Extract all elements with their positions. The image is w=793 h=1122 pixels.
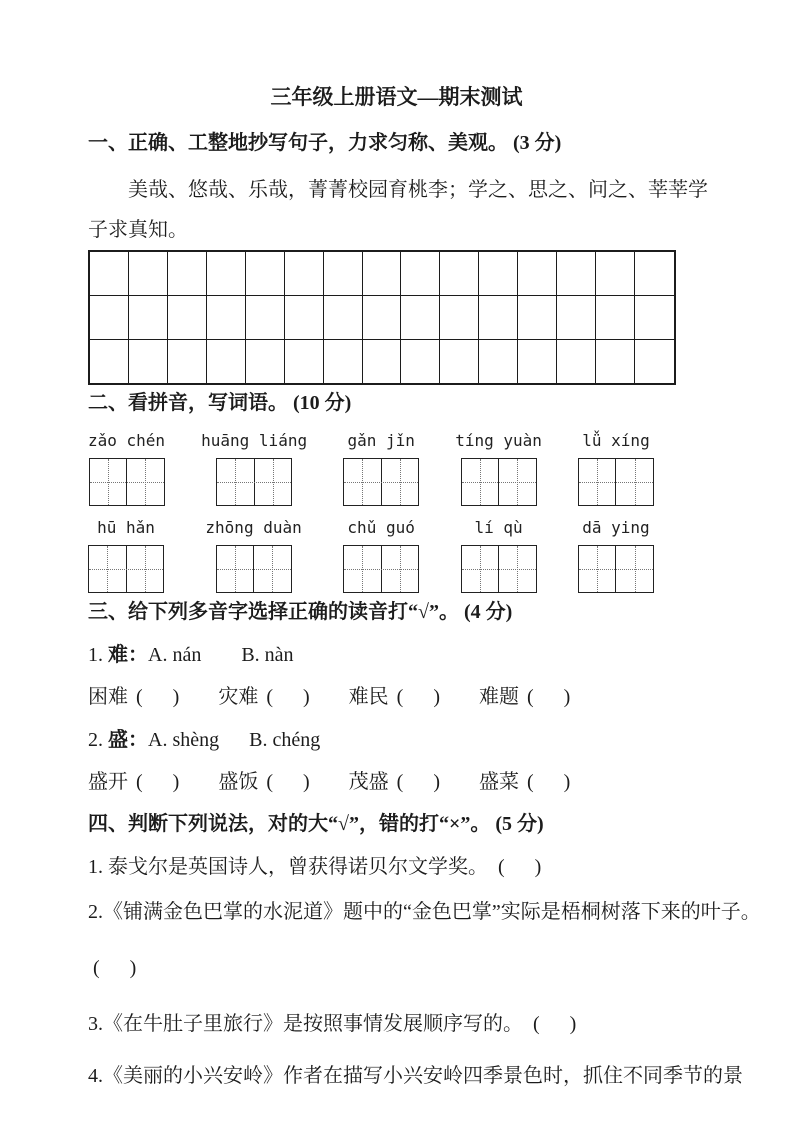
polyphone-character: 难：: [108, 644, 148, 666]
writing-box: [461, 458, 537, 506]
grid-cell: [479, 340, 518, 383]
answer-paren: ( ): [136, 686, 180, 708]
writing-cell: [381, 546, 419, 592]
grid-cell: [479, 252, 518, 296]
answer-paren: ( ): [526, 686, 571, 708]
polyphone-item-1: [88, 642, 753, 668]
grid-cell: [401, 252, 440, 296]
grid-cell: [207, 340, 246, 383]
grid-cell: [129, 340, 168, 383]
pinyin-word-column: [343, 430, 419, 506]
polyphone-number: 1.: [88, 644, 108, 666]
grid-cell: [324, 252, 363, 296]
writing-cell: [217, 546, 254, 592]
pinyin-label: zǎo chén: [88, 431, 166, 450]
writing-box: [216, 458, 292, 506]
grid-cell: [440, 296, 479, 340]
grid-cell: [635, 340, 674, 383]
grid-cell: [90, 252, 129, 296]
pinyin-label: hū hǎn: [97, 518, 155, 537]
grid-cell: [285, 340, 324, 383]
writing-cell: [579, 546, 616, 592]
grid-cell: [207, 296, 246, 340]
pinyin-word-column: [343, 517, 419, 593]
pinyin-row-2: [88, 517, 654, 593]
grid-cell: [90, 296, 129, 340]
grid-cell: [518, 252, 557, 296]
polyphone-options: A. nán B. nàn: [148, 644, 294, 666]
pinyin-word-column: [578, 430, 654, 506]
pinyin-word-column: [88, 517, 164, 593]
grid-cell: [363, 252, 402, 296]
writing-box: [578, 545, 654, 593]
pinyin-word-column: [578, 517, 654, 593]
pinyin-word-column: [205, 517, 301, 593]
grid-cell: [440, 252, 479, 296]
word: 难民: [348, 686, 389, 708]
pinyin-row-1: [88, 430, 654, 506]
writing-box: [343, 458, 419, 506]
writing-cell: [126, 459, 164, 505]
writing-cell: [344, 459, 381, 505]
polyphone-number: 2.: [88, 729, 108, 751]
copy-sentence: 美哉、悠哉、乐哉，菁菁校园育桃李；学之、思之、问之、莘莘学子求真知。: [88, 179, 708, 241]
answer-paren: ( ): [526, 771, 571, 793]
writing-box: [461, 545, 537, 593]
answer-paren: ( ): [136, 771, 180, 793]
word-with-answer: [479, 771, 570, 793]
word: 盛开: [88, 771, 128, 793]
writing-cell: [253, 546, 291, 592]
writing-cell: [615, 546, 653, 592]
pinyin-word-column: [461, 517, 537, 593]
grid-cell: [168, 252, 207, 296]
writing-box: [578, 458, 654, 506]
grid-cell: [207, 252, 246, 296]
grid-cell: [129, 252, 168, 296]
page-title: 三年级上册语文—期末测试: [270, 85, 523, 109]
section-3-heading: 三、给下列多音字选择正确的读音打“√”。 (4 分): [88, 601, 513, 623]
word-with-answer: [349, 686, 440, 708]
word-with-answer: [479, 686, 570, 708]
pinyin-label: chǔ guó: [347, 518, 415, 537]
pinyin-label: dā ying: [582, 518, 650, 537]
word: 盛菜: [478, 771, 519, 793]
answer-paren: ( ): [266, 771, 310, 793]
writing-box: [216, 545, 292, 593]
grid-cell: [129, 296, 168, 340]
word: 盛饭: [218, 771, 259, 793]
polyphone-item-2: [88, 727, 753, 753]
writing-cell: [462, 459, 499, 505]
judge-item-2-answer: ( ): [88, 957, 137, 979]
grid-cell: [324, 340, 363, 383]
section-1-heading: 一、正确、工整地抄写句子，力求匀称、美观。 (3 分): [88, 132, 562, 154]
section-4-heading: 四、判断下列说法，对的大“√”，错的打“×”。 (5 分): [88, 813, 544, 835]
answer-paren: ( ): [266, 686, 310, 708]
grid-cell: [168, 296, 207, 340]
word-with-answer: [88, 771, 179, 793]
polyphone-character: 盛：: [108, 729, 148, 751]
writing-cell: [254, 459, 292, 505]
grid-cell: [363, 340, 402, 383]
grid-cell: [596, 252, 635, 296]
judge-item-1: 1. 泰戈尔是英国诗人，曾获得诺贝尔文学奖。 ( ): [88, 856, 542, 878]
writing-cell: [381, 459, 419, 505]
grid-cell: [440, 340, 479, 383]
writing-cell: [579, 459, 616, 505]
word-with-answer: [218, 686, 309, 708]
section-2-heading: 二、看拼音，写词语。 (10 分): [88, 392, 352, 414]
pinyin-label: huāng liáng: [201, 431, 308, 450]
judge-item-4: 4.《美丽的小兴安岭》作者在描写小兴安岭四季景色时，抓住不同季节的景: [88, 1065, 743, 1087]
writing-box: [88, 545, 164, 593]
writing-cell: [462, 546, 499, 592]
word-with-answer: [218, 771, 309, 793]
grid-cell: [246, 296, 285, 340]
writing-cell: [498, 459, 536, 505]
word-with-answer: [88, 686, 179, 708]
grid-cell: [363, 296, 402, 340]
word: 困难: [88, 686, 128, 708]
grid-cell: [285, 252, 324, 296]
grid-cell: [401, 340, 440, 383]
grid-cell: [479, 296, 518, 340]
polyphone-words-2: [88, 769, 753, 795]
pinyin-label: zhōng duàn: [205, 518, 302, 537]
pinyin-word-column: [455, 430, 542, 506]
grid-cell: [635, 296, 674, 340]
writing-cell: [615, 459, 653, 505]
writing-cell: [89, 546, 126, 592]
pinyin-word-column: [88, 430, 165, 506]
grid-cell: [246, 252, 285, 296]
word-with-answer: [349, 771, 440, 793]
word: 茂盛: [348, 771, 389, 793]
grid-cell: [557, 340, 596, 383]
grid-cell: [246, 340, 285, 383]
grid-cell: [557, 296, 596, 340]
judge-item-2: 2.《铺满金色巴掌的水泥道》题中的“金色巴掌”实际是梧桐树落下来的叶子。: [88, 901, 761, 923]
pinyin-label: lǚ xíng: [582, 431, 650, 450]
answer-paren: ( ): [396, 771, 440, 793]
writing-cell: [498, 546, 536, 592]
writing-cell: [344, 546, 381, 592]
word: 难题: [478, 686, 519, 708]
polyphone-words-1: [88, 684, 753, 710]
grid-cell: [90, 340, 129, 383]
writing-cell: [217, 459, 254, 505]
pinyin-label: tíng yuàn: [455, 431, 542, 450]
grid-cell: [596, 340, 635, 383]
polyphone-options: A. shèng B. chéng: [148, 729, 321, 751]
pinyin-label: gǎn jǐn: [347, 431, 415, 450]
copy-grid: [88, 250, 676, 385]
pinyin-word-column: [201, 430, 307, 506]
grid-cell: [557, 252, 596, 296]
grid-cell: [518, 340, 557, 383]
pinyin-label: lí qù: [474, 518, 523, 537]
grid-cell: [518, 296, 557, 340]
word: 灾难: [218, 686, 259, 708]
writing-cell: [90, 459, 127, 505]
grid-cell: [401, 296, 440, 340]
grid-cell: [635, 252, 674, 296]
grid-cell: [168, 340, 207, 383]
grid-cell: [324, 296, 363, 340]
grid-cell: [596, 296, 635, 340]
judge-item-3: 3.《在牛肚子里旅行》是按照事情发展顺序写的。 ( ): [88, 1013, 577, 1035]
writing-box: [343, 545, 419, 593]
grid-cell: [285, 296, 324, 340]
writing-cell: [126, 546, 164, 592]
writing-box: [89, 458, 165, 506]
answer-paren: ( ): [396, 686, 440, 708]
